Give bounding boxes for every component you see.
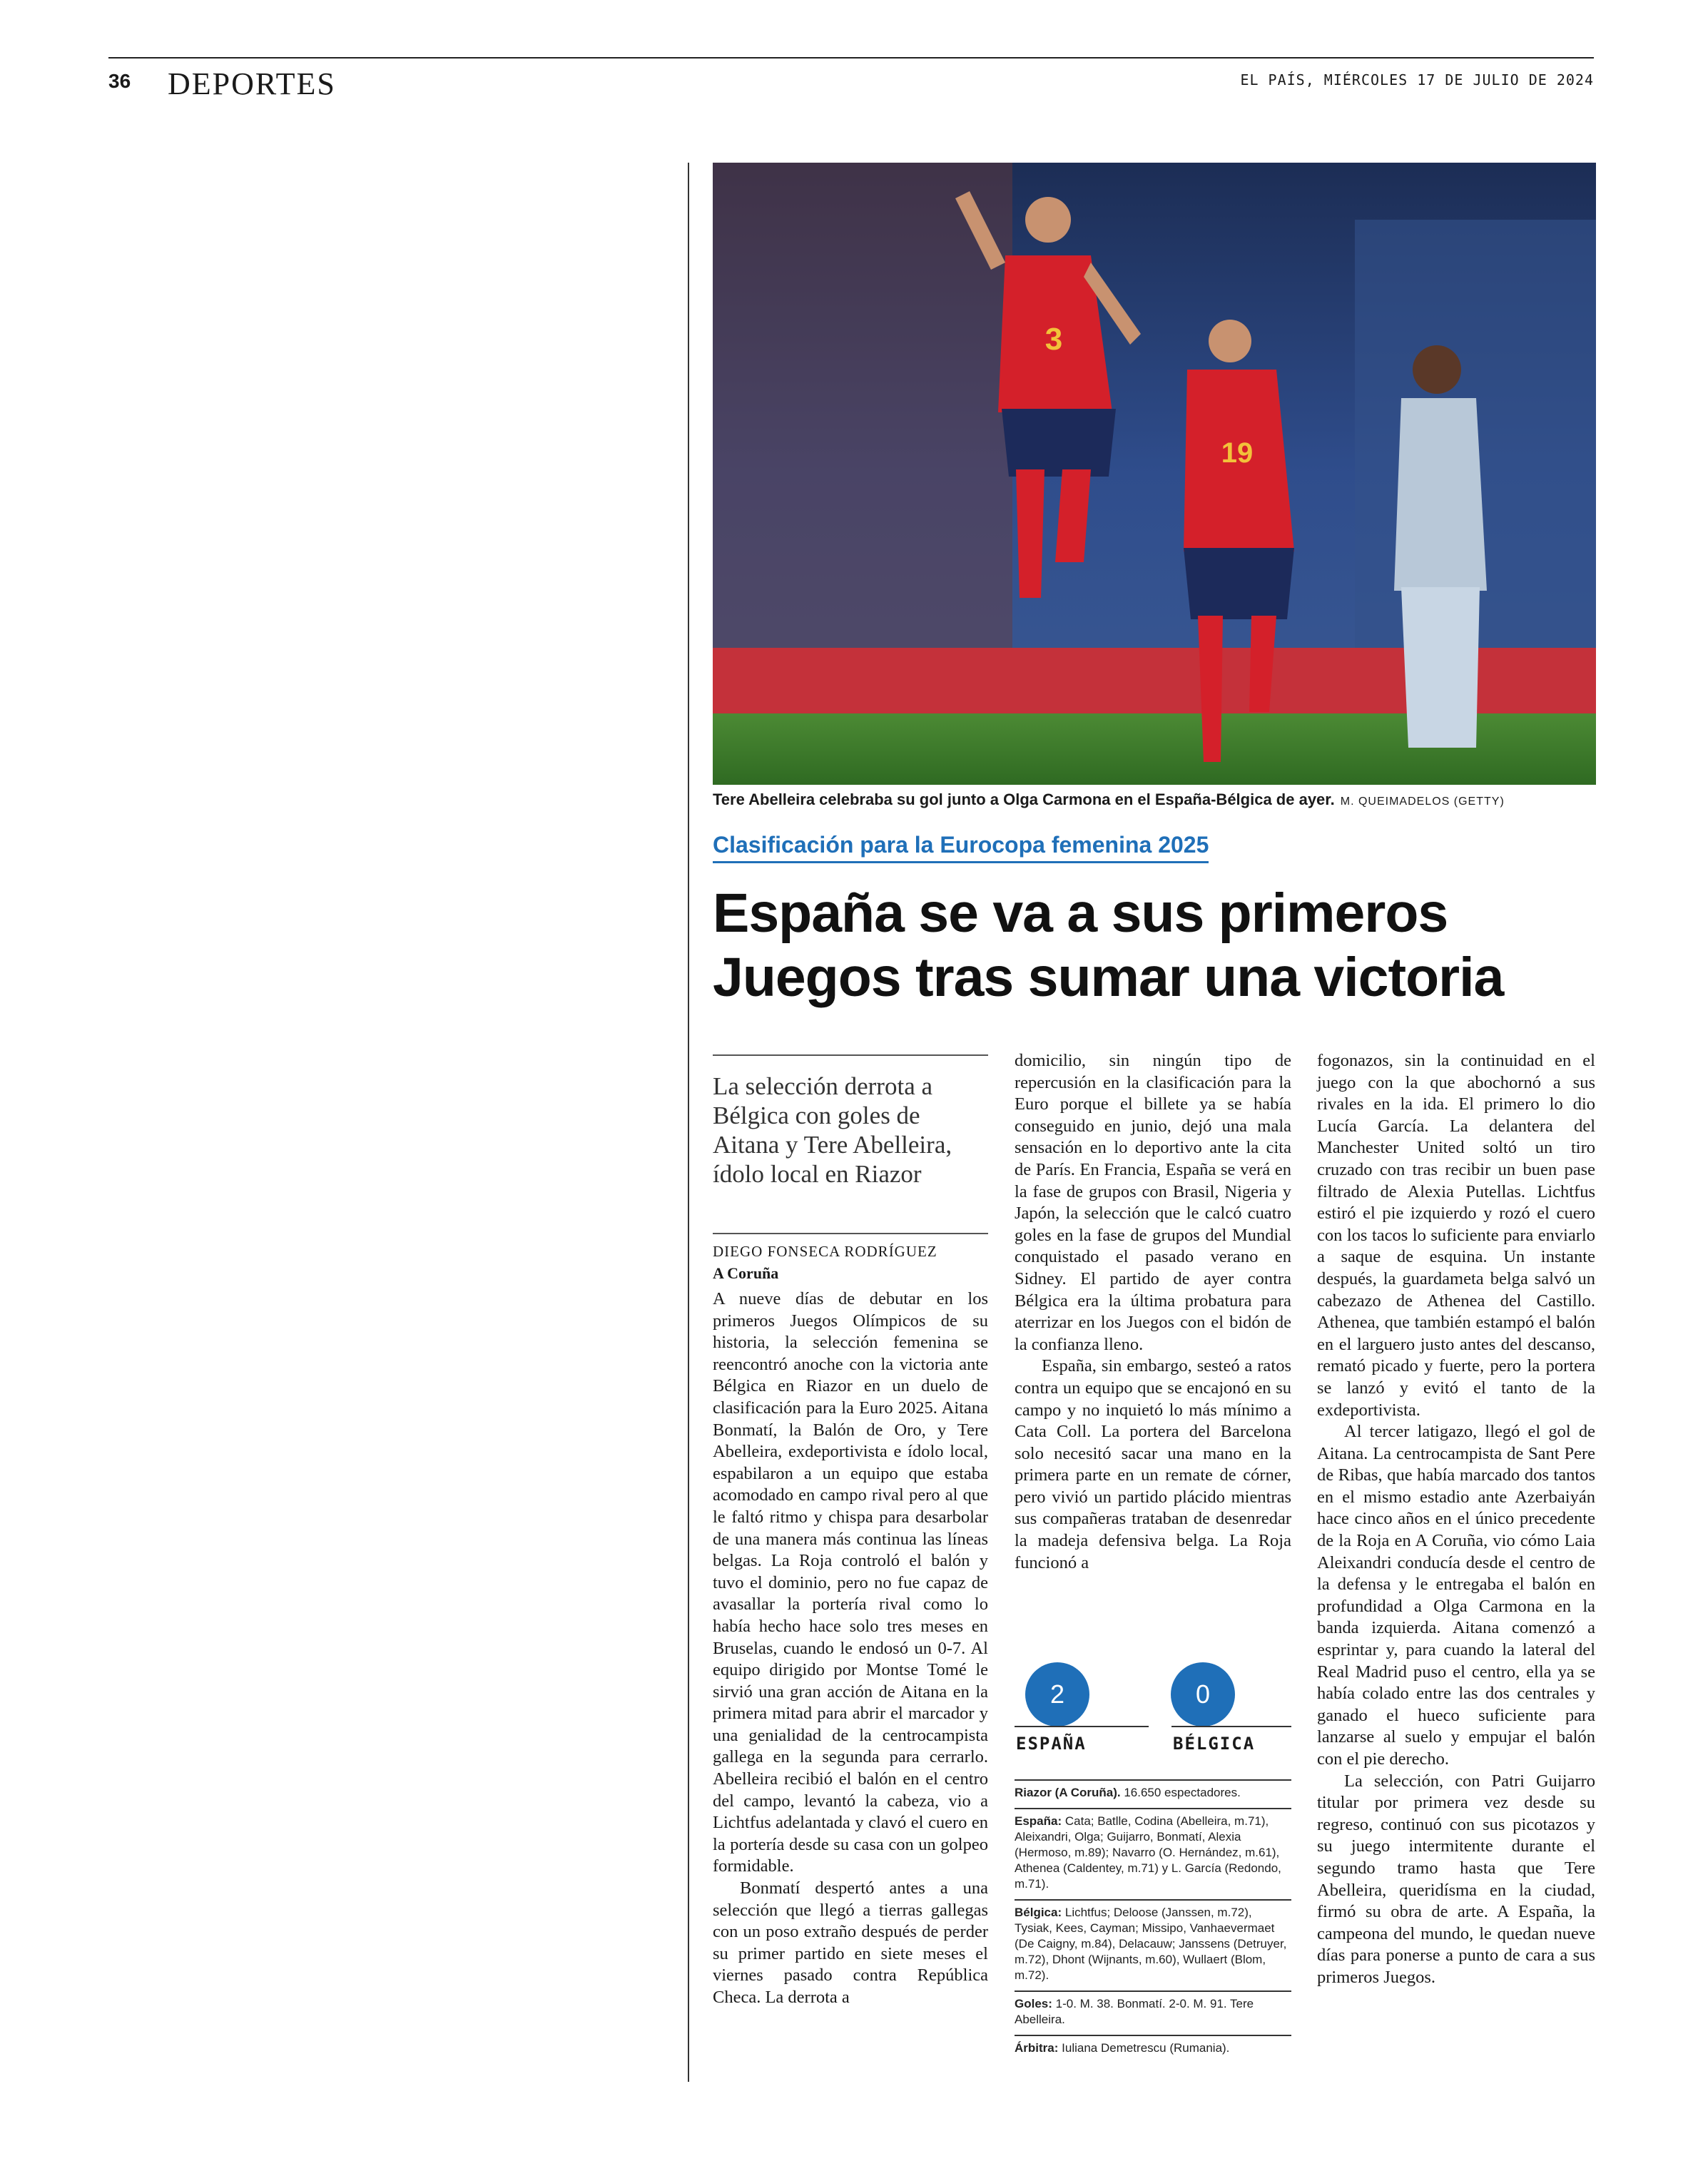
article-deck: La selección derrota a Bélgica con goles de Aitana y Tere Abelleira, ídolo local en Riazor [713,1072,952,1188]
facts-lineup-home: España: Cata; Batlle, Codina (Abelleira, m.71), Aleixandri, Olga; Guijarro, Bonmatí, Alexia (Hermoso, m.89); Navarro (O. Hernández, m.61), Athenea (Caldentey, m.71) y L. García (Redondo, m.71). [1015,1808,1291,1899]
headline-line-1: España se va a sus primeros [713,883,1448,944]
column-divider [688,163,689,2082]
article-kicker: Clasificación para la Eurocopa femenina 2025 [713,832,1209,863]
jersey-number-19: 19 [1221,437,1254,469]
section-title: DEPORTES [168,66,336,101]
photo-caption [713,790,1596,809]
paragraph: fogonazos, sin la continuidad en el juego con la que abochornó a sus rivales en la ida. El primero lo dio Lucía García. La delantera del Manchester United soltó un tiro cruzado con tras recibir un buen pase filtrado de Alexia Putellas. Lichtfus estiró el pie izquierdo y rozó el cuero con los tacos lo suficiente para enviarlo a saque de esquina. Un instante después, la guardameta belga salvó un cabezazo de Athenea del Castillo. Athenea, que también estampó el balón en el larguero justo antes del descanso, remató picado y fuerte, pero la portera se lanzó y evitó el tanto de la exdeportivista. [1317,1051,1595,1420]
page-number: 36 [108,70,131,92]
away-team-rule [1171,1726,1291,1727]
jersey-number-3: 3 [1044,322,1063,357]
deck-bottom-rule [713,1233,988,1234]
opponent-figure [1394,345,1487,748]
home-score: 2 [1025,1662,1089,1727]
article-column-1 [713,1288,988,2009]
facts-goals: Goles: 1-0. M. 38. Bonmatí. 2-0. M. 91. Tere Abelleira. [1015,1990,1291,2035]
paragraph: A nueve días de debutar en los primeros Juegos Olímpicos de su historia, la selección femenina se reencontró anoche con la victoria ante Bélgica en Riazor en un duelo de clasificación para la Euro 2025. Aitana Bonmatí, la Balón de Oro, y Tere Abelleira, exdeportivista e ídolo local, espabilaron a un equipo que estaba acomodado en campo rival pero al que le faltó ritmo y chispa para desarbolar de una manera más continua las líneas belgas. La Roja controló el balón y tuvo el dominio, pero no fue capaz de avasallar la portería rival como lo había hecho hace solo tres meses en Bruselas, cuando le endosó un 0-7. Al equipo dirigido por Montse Tomé le sirvió una gran acción de Aitana en la primera mitad para abrir el marcador y una genialidad de la centrocampista gallega en la segunda para cerrarlo. Abelleira recibió el balón en el centro del campo, levantó la cabeza, vio a Lichtfus adelantada y clavó el cuero en la portería desde su casa con un golpeo formidable. [713,1289,988,1876]
home-team-rule [1015,1726,1149,1727]
facts-venue: Riazor (A Coruña). 16.650 espectadores. [1015,1779,1291,1808]
dateline-place: A Coruña [713,1264,779,1282]
article-column-2 [1015,1050,1291,1574]
headline-line-2: Juegos tras sumar una victoria [713,947,1504,1008]
home-team: ESPAÑA [1016,1734,1087,1754]
deck-top-rule [713,1054,988,1056]
paragraph: La selección, con Patri Guijarro titular por primera vez desde su regreso, continuó con sus picotazos y su juego intermitente durante el segundo tramo hasta que Tere Abelleira, queridísma en la ciudad, firmó su obra de arte. A España, la campeona del mundo, le quedan nueve días para ponerse a punto de cara a sus primeros Juegos. [1317,1771,1595,1987]
facts-lineup-away: Bélgica: Lichtfus; Deloose (Janssen, m.72), Tysiak, Kees, Cayman; Missipo, Vanhaevermaet (De Caigny, m.84), Delacauw; Janssens (Detruyer, m.72), Dhont (Wijnants, m.60), Wullaert (Blom, m.72). [1015,1899,1291,1990]
facts-referee: Árbitra: Iuliana Demetrescu (Rumania). [1015,2035,1291,2063]
away-score: 0 [1171,1662,1235,1727]
paragraph: Al tercer latigazo, llegó el gol de Aitana. La centrocampista de Sant Pere de Ribas, que había marcado dos tantos en el mismo estadio ante Azerbaiyán hace cinco años en el único precedente de la Roja en A Coruña, vio cómo Laia Aleixandri conducía desde el centro de la defensa y le entregaba el balón en profundidad a Olga Carmona en la banda izquierda. Aitana comenzó a esprintar y, para cuando la lateral del Real Madrid puso el centro, ella ya se había colado entre las dos centrales y ganado el hueco suficiente para lanzarse al suelo y empujar el balón con el pie derecho. [1317,1422,1595,1769]
photo-credit: M. QUEIMADELOS (GETTY) [1340,795,1505,808]
caption-text: Tere Abelleira celebraba su gol junto a Olga Carmona en el España-Bélgica de ayer. [713,790,1335,808]
header-rule [108,57,1594,59]
paragraph: Bonmatí despertó antes a una selección que llegó a tierras gallegas con un poso extraño después de perder su primer partido en siete meses el viernes pasado contra República Checa. La derrota a [713,1878,988,2007]
article-column-3 [1317,1050,1595,1989]
photo-illustration [713,163,1596,785]
paragraph: domicilio, sin ningún tipo de repercusión en la clasificación para la Euro porque el billete ya se había conseguido en junio, dejó una mala sensación en lo deportivo ante la cita de París. En Francia, España se verá en la fase de grupos con Brasil, Nigeria y Japón, la selección que le calcó cuatro goles en la fase de grupos del Mundial conquistado el pasado verano en Sidney. El partido de ayer contra Bélgica era la última probatura para aterrizar en los Juegos con el bidón de la confianza lleno. [1015,1051,1291,1354]
article-photo [713,163,1596,785]
dateline: EL PAÍS, MIÉRCOLES 17 DE JULIO DE 2024 [1240,71,1594,88]
away-team: BÉLGICA [1173,1734,1256,1754]
byline: DIEGO FONSECA RODRÍGUEZ [713,1243,937,1260]
paragraph: España, sin embargo, sesteó a ratos contra un equipo que se encajonó en su campo y no inquietó lo más mínimo a Cata Coll. La portera del Barcelona solo necesitó sacar una mano en la primera parte en un remate de córner, pero vivió un partido plácido mientras sus compañeras trataban de desenredar la madeja defensiva belga. La Roja funcionó a [1015,1356,1291,1572]
article-headline [713,881,1596,1010]
match-facts [1015,1779,1291,2063]
